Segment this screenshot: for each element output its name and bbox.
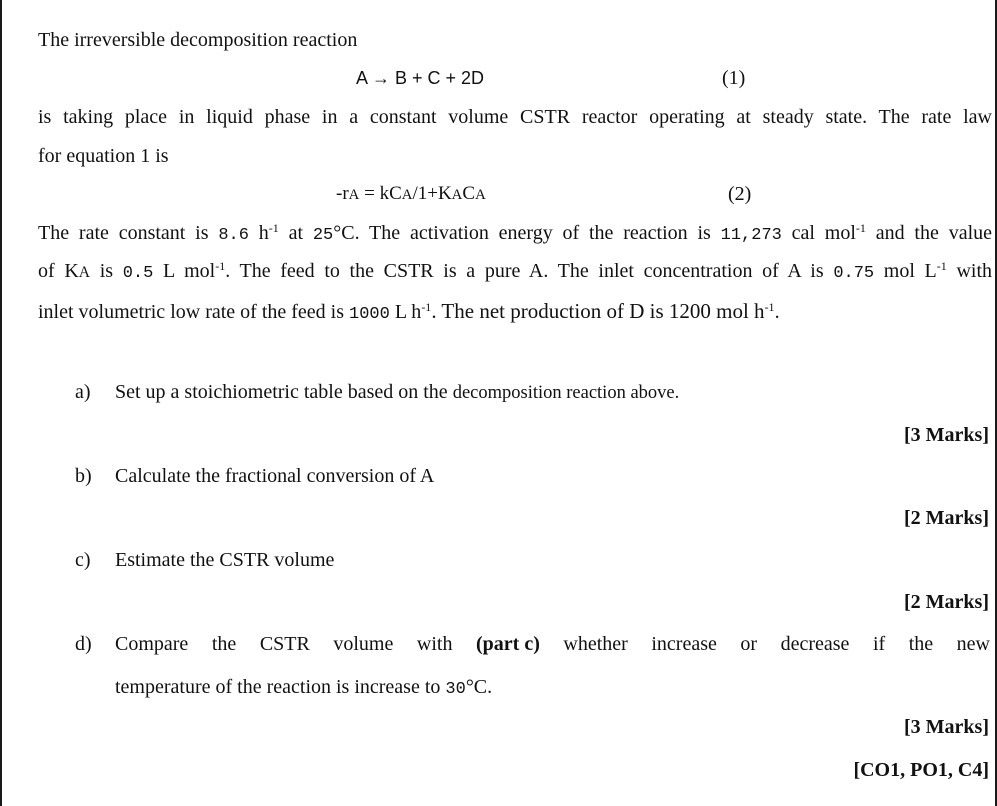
word: volume xyxy=(333,633,394,655)
flow-rate-value: 1000 xyxy=(349,305,390,324)
question-c xyxy=(75,549,334,572)
word: or xyxy=(740,633,758,655)
equation-2 xyxy=(336,183,486,205)
paragraph-line-2 xyxy=(38,260,992,283)
rate-constant-unit: h xyxy=(248,222,269,244)
intro-text: The irreversible decomposition reaction xyxy=(38,29,358,51)
question-d-marks: [3 Marks] xyxy=(904,716,989,738)
exponent: -1 xyxy=(936,258,947,273)
course-outcomes: [CO1, PO1, C4] xyxy=(853,759,989,781)
word: the xyxy=(908,633,934,655)
ka-unit: L mol xyxy=(153,260,216,282)
c-subscript-2: A xyxy=(475,187,486,203)
denominator-text: /1+K xyxy=(412,183,452,204)
word: increase xyxy=(651,633,717,655)
text-span: . xyxy=(774,301,780,323)
word: with xyxy=(416,633,453,655)
text-span: is xyxy=(90,260,123,282)
text-span: inlet volumetric low rate of the feed is xyxy=(38,301,350,323)
text-span: temperature of the reaction is increase to xyxy=(115,676,446,698)
word: the xyxy=(211,633,237,655)
question-a-text-end: decomposition reaction above. xyxy=(452,383,680,403)
exponent: -1 xyxy=(855,220,866,235)
question-c-label: c) xyxy=(75,549,91,571)
equation-2-number: (2) xyxy=(728,183,752,205)
rate-constant-value: 8.6 xyxy=(218,226,249,245)
exponent: -1 xyxy=(764,299,775,314)
ka-subscript: A xyxy=(78,264,91,281)
equals-k-c: = kC xyxy=(359,183,402,204)
word: decrease xyxy=(780,633,850,655)
inlet-concentration-unit: mol L xyxy=(874,260,937,282)
question-a xyxy=(75,381,679,404)
question-b xyxy=(75,465,434,488)
description-line-1: is taking place in liquid phase in a constant volume CSTR reactor operating at steady state. The rate law xyxy=(38,106,992,128)
question-a-text: Set up a stoichiometric table based on the xyxy=(115,381,453,403)
ka-value: 0.5 xyxy=(122,264,154,283)
rate-subscript: A xyxy=(348,187,360,203)
text-span: with xyxy=(946,260,992,282)
question-d-line-1 xyxy=(115,633,990,656)
text-span: and the value xyxy=(865,222,992,244)
c-subscript: A xyxy=(401,187,413,203)
question-d-label: d) xyxy=(75,633,92,655)
exponent: -1 xyxy=(215,258,226,273)
activation-energy-unit: cal mol xyxy=(781,222,856,244)
word: whether xyxy=(563,633,628,655)
description-line-2: for equation 1 is xyxy=(38,145,169,167)
exponent: -1 xyxy=(268,220,279,235)
k-subscript: A xyxy=(451,187,463,203)
word: new xyxy=(956,633,990,655)
question-d-line-2 xyxy=(115,676,492,699)
net-production-text: . The net production of D is 1200 mol h xyxy=(431,299,765,323)
temperature-value: 25 xyxy=(312,226,334,245)
new-temperature-value: 30 xyxy=(445,680,466,699)
activation-energy-value: 11,273 xyxy=(720,226,782,245)
word: if xyxy=(872,633,886,655)
c-term-2: C xyxy=(462,183,476,204)
question-b-text: Calculate the fractional conversion of A xyxy=(115,465,435,487)
question-c-marks: [2 Marks] xyxy=(904,591,989,613)
text-span: . The feed to the CSTR is a pure A. The inlet concentration of A is xyxy=(225,260,834,282)
question-b-marks: [2 Marks] xyxy=(904,507,989,529)
word: CSTR xyxy=(259,633,310,655)
part-c-reference: (part c) xyxy=(476,633,540,655)
question-b-label: b) xyxy=(75,465,92,487)
paragraph-line-1 xyxy=(38,222,992,245)
paragraph-line-3 xyxy=(38,299,780,324)
rate-term: -r xyxy=(336,183,349,204)
question-c-text: Estimate the CSTR volume xyxy=(115,549,335,571)
text-span: at xyxy=(278,222,313,244)
text-span: °C. The activation energy of the reaction is xyxy=(333,222,721,244)
exponent: -1 xyxy=(421,299,432,314)
inlet-concentration-value: 0.75 xyxy=(833,264,875,283)
text-span: °C. xyxy=(465,676,493,698)
equation-1-number: (1) xyxy=(722,67,746,89)
word: Compare xyxy=(115,633,189,655)
question-a-label: a) xyxy=(75,381,91,403)
equation-1: A → B + C + 2D xyxy=(356,68,485,88)
question-a-marks: [3 Marks] xyxy=(904,424,989,446)
flow-rate-unit: L h xyxy=(389,301,422,323)
text-span: of K xyxy=(38,260,79,282)
text-span: The rate constant is xyxy=(38,222,219,244)
